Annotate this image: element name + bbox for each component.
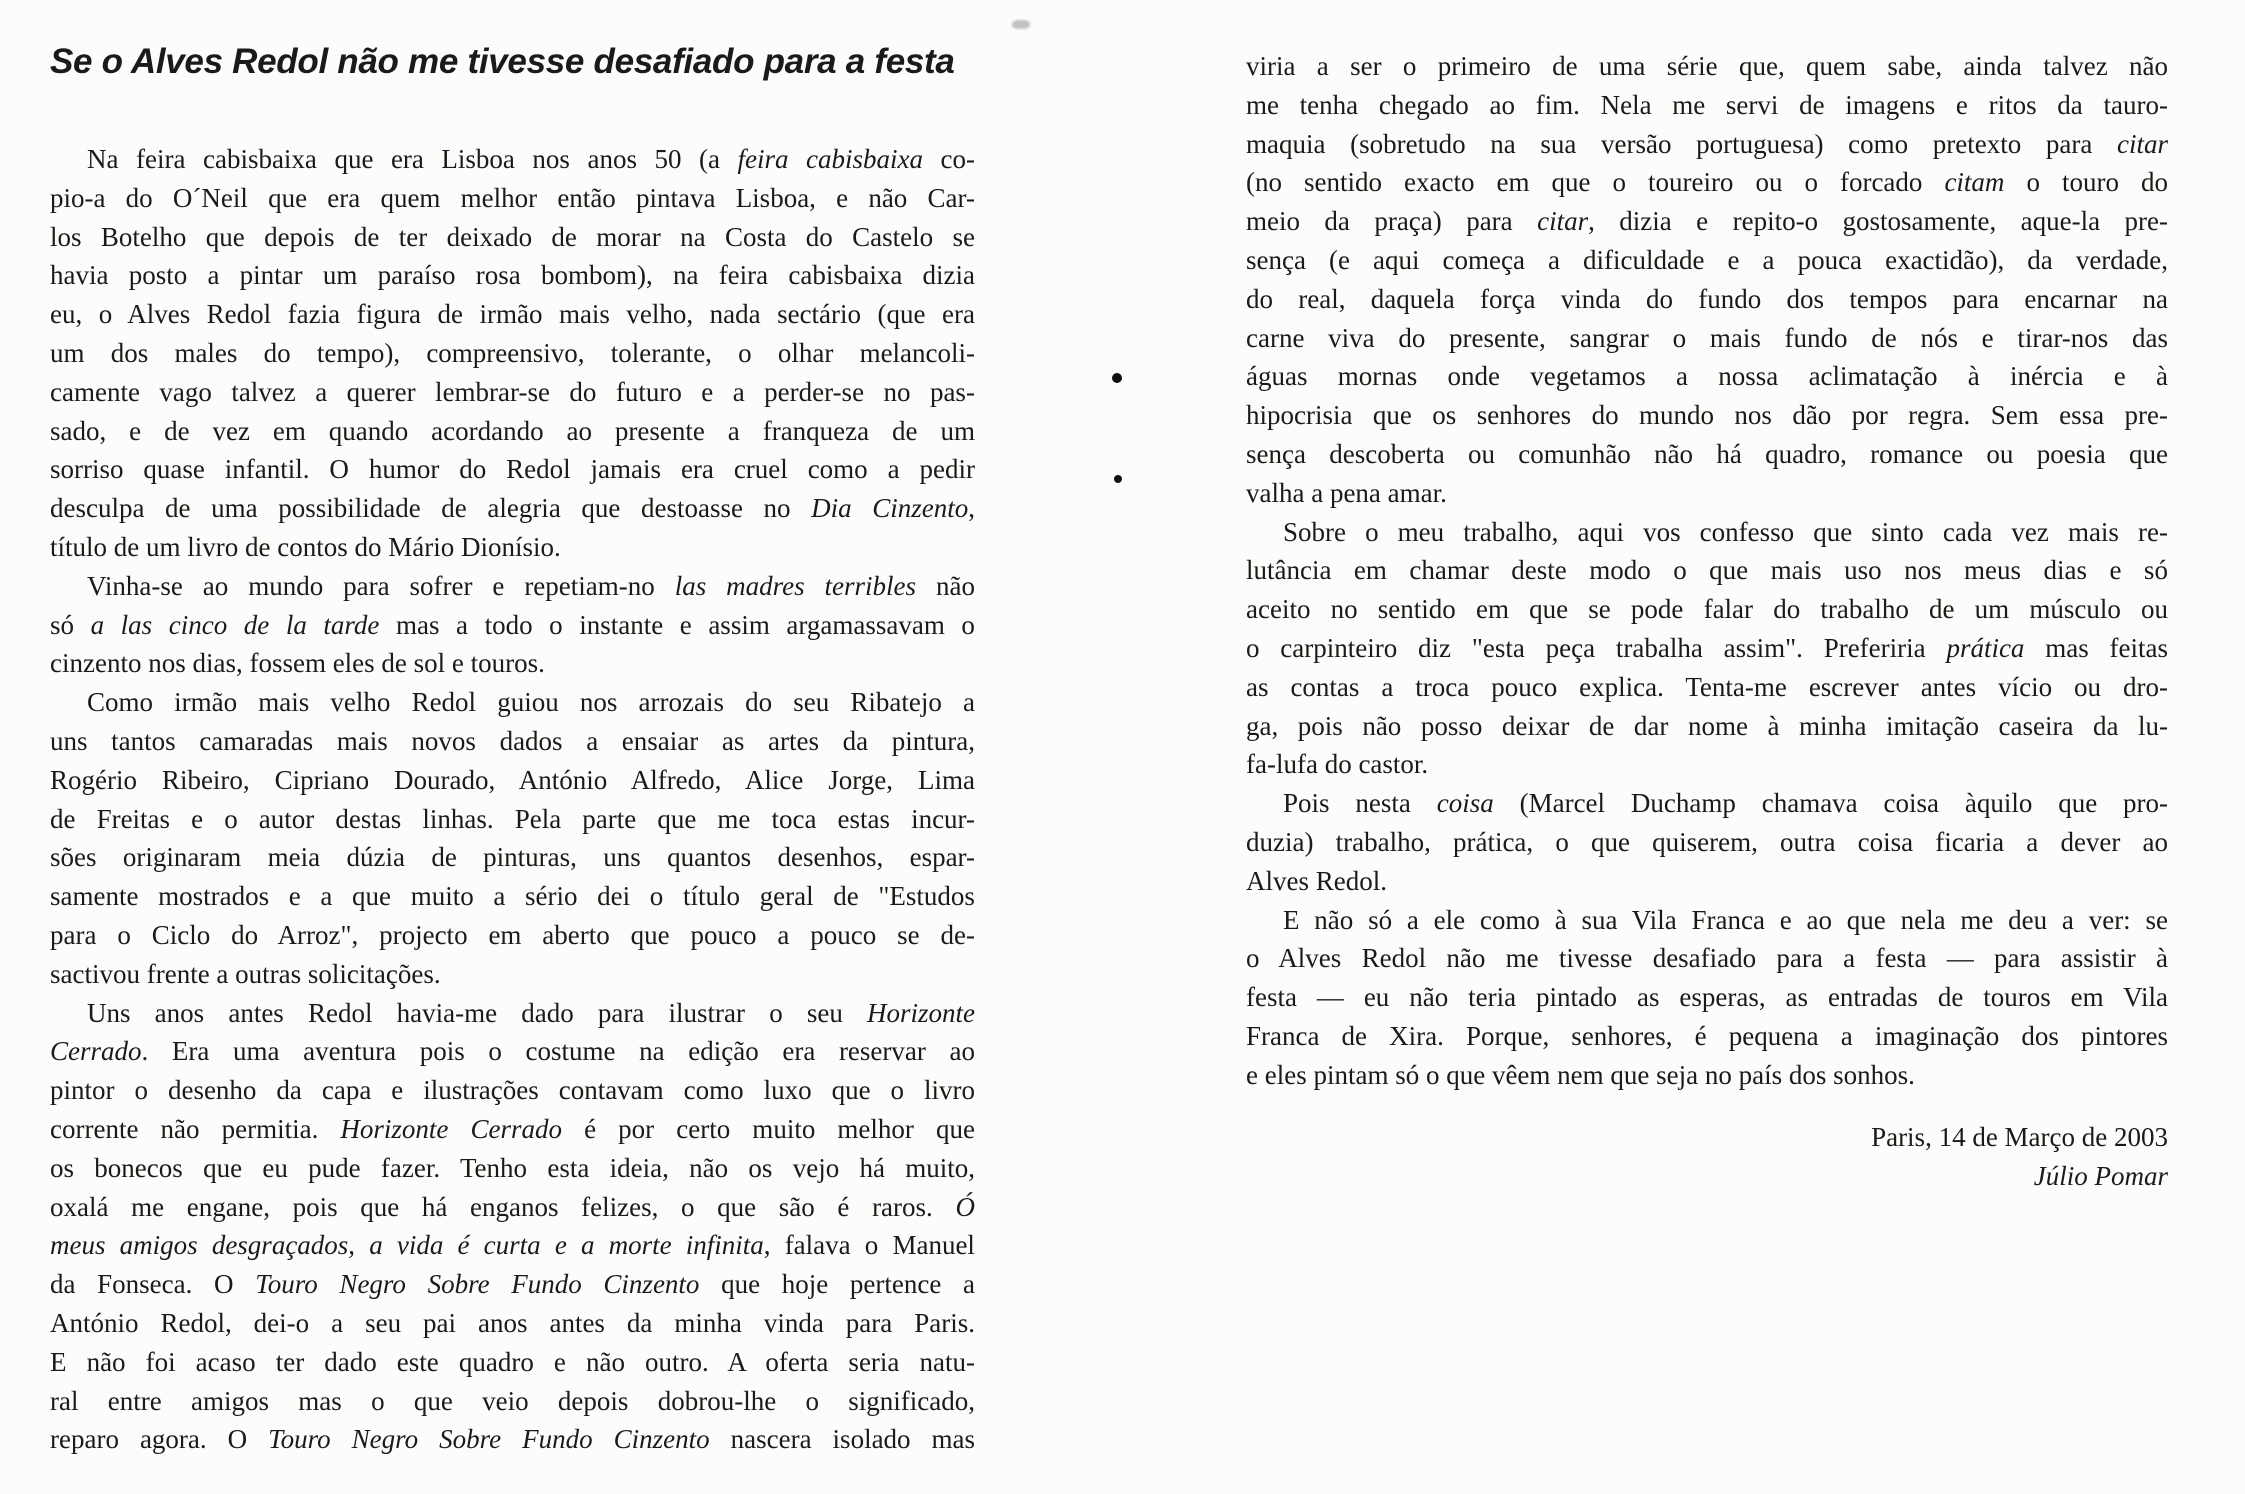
text-line: Sobre o meu trabalho, aqui vos confesso que sinto cada vez mais re- xyxy=(1283,516,2168,547)
text-line: eu, o Alves Redol fazia figura de irmão mais velho, nada sectário (que era xyxy=(50,299,975,330)
text-line: festa — eu não teria pintado as esperas, as entradas de touros em Vila xyxy=(1246,982,2168,1013)
text-line: Vinha-se ao mundo para sofrer e repetiam-no las madres terribles não xyxy=(87,570,975,601)
signature-block xyxy=(1246,1118,2168,1196)
text-line: Alves Redol. xyxy=(1246,865,1387,896)
text-line: aceito no sentido em que se pode falar do trabalho de um músculo ou xyxy=(1246,594,2168,625)
author-signature: Júlio Pomar xyxy=(2033,1160,2168,1191)
text-line: duzia) trabalho, prática, o que quiserem, outra coisa ficaria a dever ao xyxy=(1246,826,2169,857)
text-line: águas mornas onde vegetamos a nossa aclimatação à inércia e à xyxy=(1246,361,2168,392)
dateline: Paris, 14 de Março de 2003 xyxy=(1871,1122,2168,1152)
text-line: me tenha chegado ao fim. Nela me servi de imagens e ritos da tauro- xyxy=(1246,89,2168,120)
text-line: desculpa de uma possibilidade de alegria que destoasse no Dia Cinzento, xyxy=(50,493,975,524)
text-line: havia posto a pintar um paraíso rosa bombom), na feira cabisbaixa dizia xyxy=(50,260,976,291)
scan-smudge xyxy=(1012,20,1030,29)
text-line: samente mostrados e a que muito a sério dei o título geral de "Estudos xyxy=(50,881,975,912)
left-column xyxy=(50,140,975,1459)
text-line: pintor o desenho da capa e ilustrações contavam como luxo que o livro xyxy=(50,1075,976,1106)
text-line: Franca de Xira. Porque, senhores, é pequena a imaginação dos pintores xyxy=(1246,1020,2168,1051)
text-line: viria a ser o primeiro de uma série que, quem sabe, ainda talvez não xyxy=(1246,51,2168,81)
text-line: o Alves Redol não me tivesse desafiado para a festa — para assistir à xyxy=(1246,943,2169,974)
text-line: um dos males do tempo), compreensivo, tolerante, o olhar melancoli- xyxy=(50,337,976,368)
text-line: da Fonseca. O Touro Negro Sobre Fundo Cinzento que hoje pertence a xyxy=(50,1269,975,1300)
text-line: hipocrisia que os senhores do mundo nos dão por regra. Sem essa pre- xyxy=(1246,400,2168,431)
text-line: António Redol, dei-o a seu pai anos antes da minha vinda para Paris. xyxy=(50,1307,975,1338)
text-line: Cerrado. Era uma aventura pois o costume na edição era reservar ao xyxy=(50,1036,976,1067)
text-line: los Botelho que depois de ter deixado de morar na Costa do Castelo se xyxy=(50,221,976,252)
text-line: sença descoberta ou comunhão não há quadro, romance ou poesia que xyxy=(1246,438,2168,469)
text-line: o carpinteiro diz "esta peça trabalha assim". Preferiria prática mas feitas xyxy=(1246,632,2168,663)
text-line: Rogério Ribeiro, Cipriano Dourado, António Alfredo, Alice Jorge, Lima xyxy=(50,764,975,795)
text-line: sorriso quase infantil. O humor do Redol jamais era cruel como a pedir xyxy=(50,454,975,485)
text-line: carne viva do presente, sangrar o mais fundo de nós e tirar-nos das xyxy=(1246,322,2168,353)
text-line: lutância em chamar deste modo o que mais uso nos meus dias e só xyxy=(1246,555,2168,586)
text-line: camente vago talvez a querer lembrar-se do futuro e a perder-se no pas- xyxy=(50,376,975,407)
text-line: oxalá me engane, pois que há enganos felizes, o que são é raros. Ó xyxy=(50,1191,975,1222)
text-line: (no sentido exacto em que o toureiro ou o forcado citam o touro do xyxy=(1246,167,2168,198)
text-line: uns tantos camaradas mais novos dados a ensaiar as artes da pintura, xyxy=(50,725,975,756)
text-line: do real, daquela força vinda do fundo dos tempos para encarnar na xyxy=(1246,283,2169,314)
text-line: título de um livro de contos do Mário Dionísio. xyxy=(50,531,561,562)
text-line: os bonecos que eu pude fazer. Tenho esta ideia, não os vejo há muito, xyxy=(50,1152,976,1183)
text-line: corrente não permitia. Horizonte Cerrado é por certo muito melhor que xyxy=(50,1113,975,1144)
text-line: ral entre amigos mas o que veio depois dobrou-lhe o significado, xyxy=(50,1385,975,1416)
essay-title: Se o Alves Redol não me tivesse desafiado para a festa xyxy=(50,42,955,81)
scan-speck xyxy=(1114,475,1122,483)
text-line: as contas a troca pouco explica. Tenta-me escrever antes vício ou dro- xyxy=(1246,671,2168,702)
text-line: meus amigos desgraçados, a vida é curta e a morte infinita, falava o Manuel xyxy=(50,1230,975,1261)
text-line: reparo agora. O Touro Negro Sobre Fundo Cinzento nascera isolado mas xyxy=(50,1424,976,1455)
text-line: Como irmão mais velho Redol guiou nos arrozais do seu Ribatejo a xyxy=(87,687,976,718)
text-line: ga, pois não posso deixar de dar nome à minha imitação caseira da lu- xyxy=(1246,710,2169,741)
text-line: valha a pena amar. xyxy=(1246,477,1447,508)
right-column xyxy=(1246,47,2168,1095)
text-line: para o Ciclo do Arroz", projecto em aberto que pouco a pouco se de- xyxy=(50,919,975,950)
text-line: Na feira cabisbaixa que era Lisboa nos anos 50 (a feira cabisbaixa co- xyxy=(87,144,975,174)
text-line: fa-lufa do castor. xyxy=(1246,749,1429,780)
text-line: sença (e aqui começa a dificuldade e a pouca exactidão), da verdade, xyxy=(1246,244,2169,275)
text-line: sões originaram meia dúzia de pinturas, uns quantos desenhos, espar- xyxy=(50,842,976,873)
text-line: Pois nesta coisa (Marcel Duchamp chamava coisa àquilo que pro- xyxy=(1283,788,2169,819)
text-line: cinzento nos dias, fossem eles de sol e touros. xyxy=(50,648,545,679)
scan-speck xyxy=(1112,373,1122,383)
text-line: sado, e de vez em quando acordando ao presente a franqueza de um xyxy=(50,415,975,446)
text-line: só a las cinco de la tarde mas a todo o instante e assim argamassavam o xyxy=(50,609,975,640)
text-line: Uns anos antes Redol havia-me dado para ilustrar o seu Horizonte xyxy=(87,997,976,1028)
text-line: E não foi acaso ter dado este quadro e não outro. A oferta seria natu- xyxy=(50,1346,975,1377)
text-line: meio da praça) para citar, dizia e repito-o gostosamente, aque-la pre- xyxy=(1246,206,2168,237)
text-line: e eles pintam só o que vêem nem que seja no país dos sonhos. xyxy=(1246,1059,1915,1090)
text-line: E não só a ele como à sua Vila Franca e ao que nela me deu a ver: se xyxy=(1283,904,2168,935)
text-line: sactivou frente a outras solicitações. xyxy=(50,958,441,989)
text-line: pio-a do O´Neil que era quem melhor então pintava Lisboa, e não Car- xyxy=(50,182,975,213)
text-line: maquia (sobretudo na sua versão portuguesa) como pretexto para citar xyxy=(1246,128,2169,159)
text-line: de Freitas e o autor destas linhas. Pela parte que me toca estas incur- xyxy=(50,803,975,834)
